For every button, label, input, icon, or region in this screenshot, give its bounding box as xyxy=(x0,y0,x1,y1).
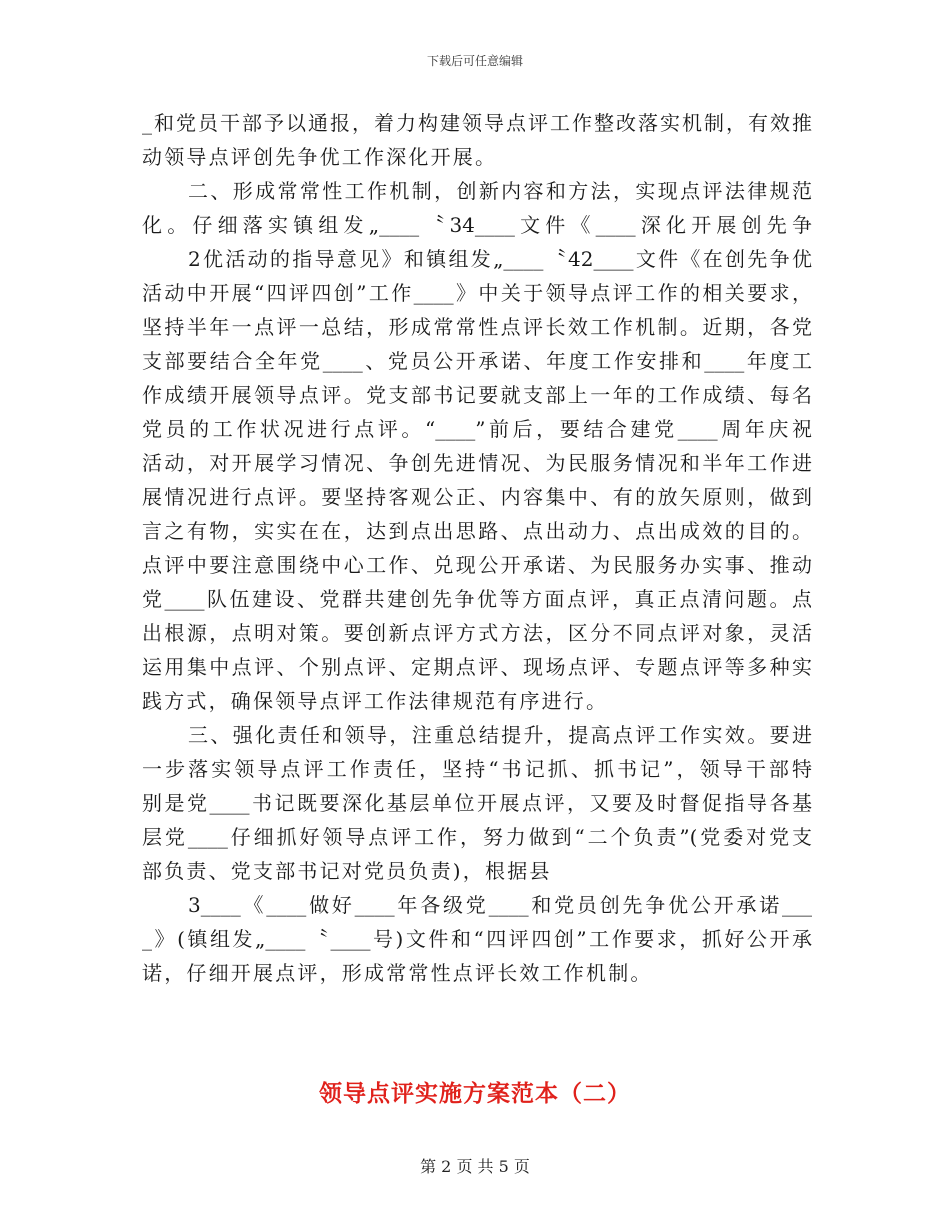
section-three-heading-line: 三、强化责任和领导，注重总结提升，提高点评工作实效。要进 xyxy=(188,723,812,747)
document-body xyxy=(142,106,812,990)
body-line: 活动，对开展学习情况、争创先进情况、为民服务情况和半年工作进 xyxy=(142,451,812,475)
body-line: 支部要结合全年党____、党员公开承诺、年度工作安排和____年度工 xyxy=(142,349,812,373)
body-line: 展情况进行点评。要坚持客观公正、内容集中、有的放矢原则，做到 xyxy=(142,485,812,509)
body-line: 坚持半年一点评一总结，形成常常性点评长效工作机制。近期，各党 xyxy=(142,315,812,339)
body-line: 一步落实领导点评工作责任，坚持“书记抓、抓书记”，领导干部特 xyxy=(142,757,812,781)
body-line: 党员的工作状况进行点评。“____”前后，要结合建党____周年庆祝 xyxy=(142,417,812,441)
body-line: 3____《____做好____年各级党____和党员创先争优公开承诺___ xyxy=(188,893,812,917)
body-line: 作成绩开展领导点评。党支部书记要就支部上一年的工作成绩、每名 xyxy=(142,383,812,407)
body-line: 诺，仔细开展点评，形成常常性点评长效工作机制。 xyxy=(142,961,653,985)
body-line: 活动中开展“四评四创”工作____》中关于领导点评工作的相关要求， xyxy=(142,281,812,305)
body-line: 践方式，确保领导点评工作法律规范有序进行。 xyxy=(142,689,609,713)
body-line: 化。仔细落实镇组发„____〝34____文件《____深化开展创先争 xyxy=(142,213,812,237)
body-line: _和党员干部予以通报，着力构建领导点评工作整改落实机制，有效推 xyxy=(142,111,812,135)
body-line: 运用集中点评、个别点评、定期点评、现场点评、专题点评等多种实 xyxy=(142,655,812,679)
body-line: 点评中要注意围绕中心工作、兑现公开承诺、为民服务办实事、推动 xyxy=(142,553,812,577)
section-heading: 领导点评实施方案范本（二） xyxy=(319,1080,631,1107)
body-line: 动领导点评创先争优工作深化开展。 xyxy=(142,145,498,169)
page-number: 第 2 页 共 5 页 xyxy=(420,1157,530,1176)
body-line: 言之有物，实实在在，达到点出思路、点出动力、点出成效的目的。 xyxy=(142,519,812,543)
section-two-heading-line: 二、形成常常性工作机制，创新内容和方法，实现点评法律规范 xyxy=(188,179,812,203)
body-line: 党____队伍建设、党群共建创先争优等方面点评，真正点清问题。点 xyxy=(142,587,812,611)
body-line: _》(镇组发„____〝____号)文件和“四评四创”工作要求，抓好公开承 xyxy=(142,927,812,951)
body-line: 层党____仔细抓好领导点评工作，努力做到“二个负责”(党委对党支 xyxy=(142,825,812,849)
body-line: 2优活动的指导意见》和镇组发„____〝42____文件《在创先争优 xyxy=(188,247,812,271)
body-line: 部负责、党支部书记对党员负责)，根据县 xyxy=(142,859,552,883)
body-line: 出根源，点明对策。要创新点评方式方法，区分不同点评对象，灵活 xyxy=(142,621,812,645)
body-line: 别是党____书记既要深化基层单位开展点评，又要及时督促指导各基 xyxy=(142,791,812,815)
page-header: 下载后可任意编辑 xyxy=(426,54,523,68)
